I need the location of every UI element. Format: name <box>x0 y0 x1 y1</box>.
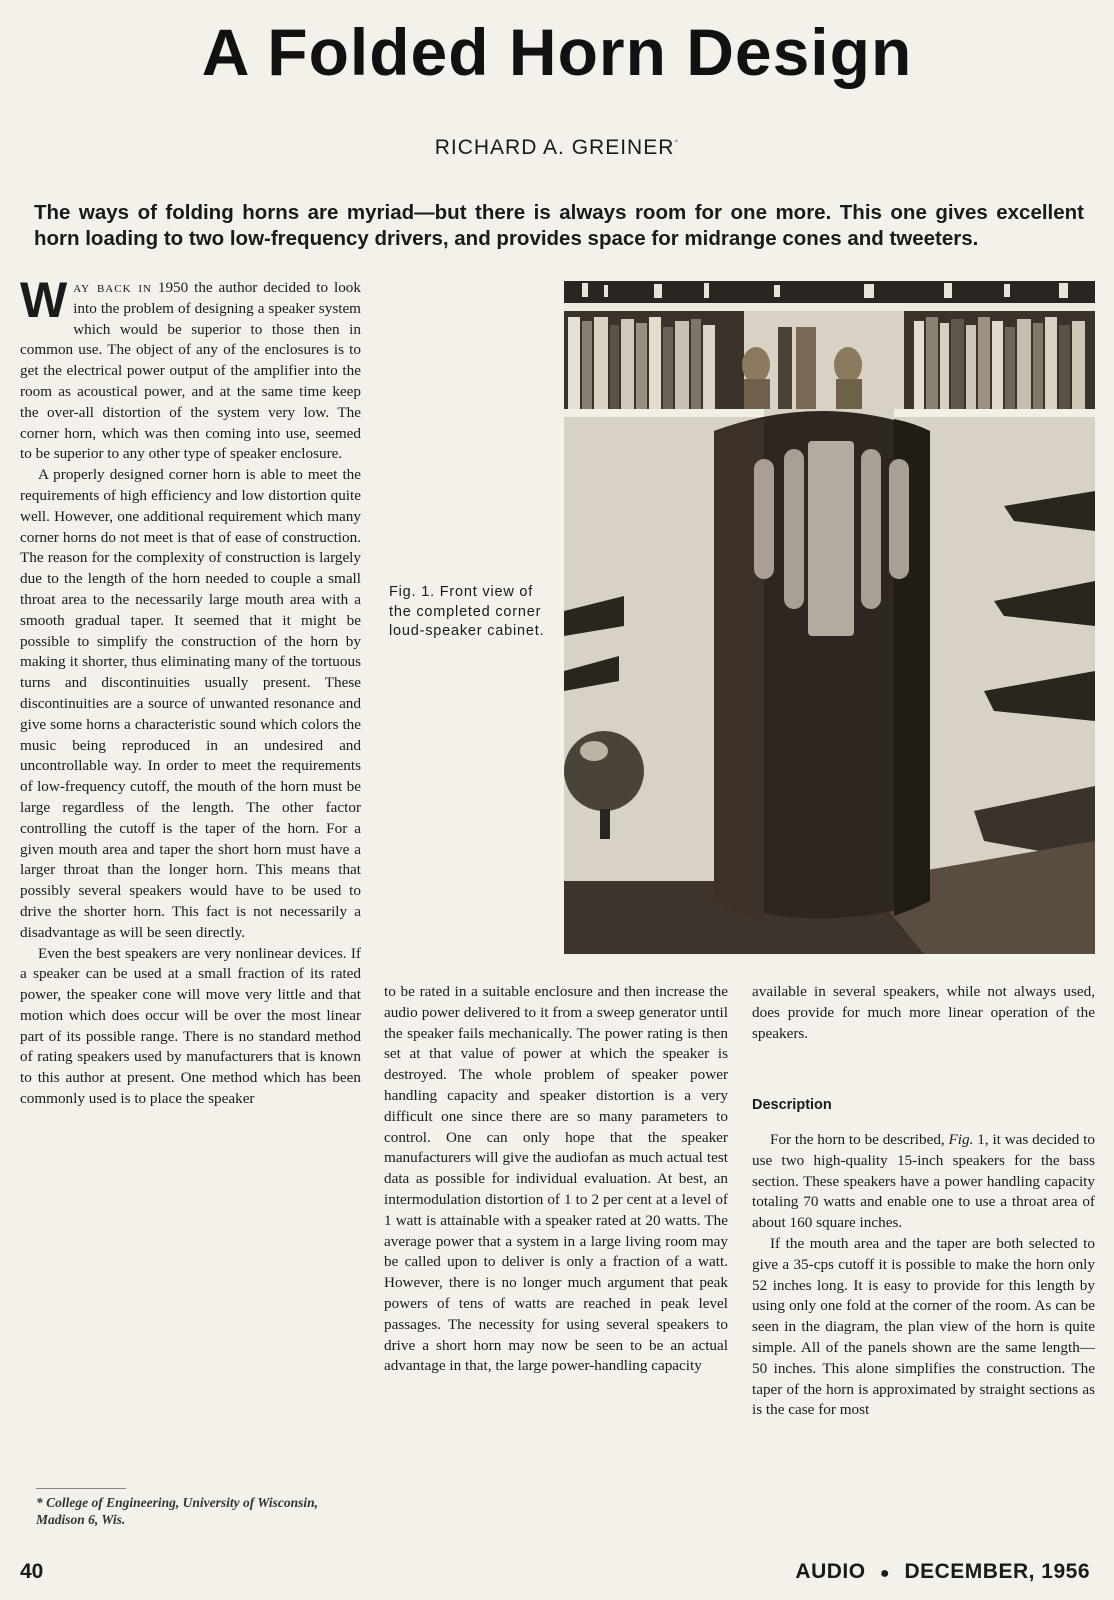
footer-bullet: ● <box>879 1565 891 1582</box>
magazine-name: AUDIO <box>795 1560 866 1583</box>
article-title: A Folded Horn Design <box>201 15 913 89</box>
column-3 <box>752 982 1095 1044</box>
column-3-description <box>752 1130 1095 1421</box>
paragraph-description-2: If the mouth area and the taper are both selected to give a 35-cps cutoff it is possible to make the horn only 52 inches long. It is easy to provide for this length by using only one fold at the corner of the room. As can be seen in the diagram, the plan view of the horn is quite simple. All of the panels shown are the same length—50 inches. This alone simplifies the construction. The taper of the horn is approximated by straight sections as is the case for most <box>752 1234 1095 1419</box>
drop-cap: W <box>20 272 68 328</box>
lead-in: ay back in <box>73 279 152 296</box>
footnote: * College of Engineering, University of Wisconsin, Madison 6, Wis. <box>36 1495 319 1527</box>
footnote-rule <box>36 1488 126 1489</box>
column-2 <box>384 982 728 1377</box>
issue-date: DECEMBER, 1956 <box>904 1560 1090 1583</box>
paragraph-intro <box>20 272 361 465</box>
figure-caption: Fig. 1. Front view of the completed corner loud-speaker cabinet. <box>389 584 545 639</box>
description-text-b: 1, it was decided to use two high-quality 15-inch speakers for the bass section. These speakers have a power handling capacity totaling 70 watts and enable one to use a throat area of about 160 square inches. <box>752 1131 1095 1232</box>
section-heading-description: Description <box>752 1097 832 1113</box>
paragraph-description-1 <box>752 1130 1095 1234</box>
paragraph-continued-2: available in several speakers, while not always used, does provide for much more linear operation of the speakers. <box>752 983 1095 1042</box>
page-number: 40 <box>20 1560 44 1583</box>
author-footnote-mark: * <box>674 138 680 149</box>
description-text-a: For the horn to be described, <box>770 1131 949 1148</box>
running-footer <box>795 1560 1090 1584</box>
author-byline <box>0 136 1114 160</box>
paragraph-continued: to be rated in a suitable enclosure and then increase the audio power delivered to it from a sweep generator until the speaker fails mechanically. The power rating is then set at that value of power at which the speaker is destroyed. The whole problem of speaker power handling capacity and speaker distortion is a very difficult one since there are so many parameters to control. One can only hope that the speaker manufacturers will give the audiofan as much actual test data as possible for individual evaluation. At best, an intermodulation distortion of 1 to 2 per cent at a level of 1 watt is attainable with a speaker rated at 20 watts. The average power that a system in a large living room may be called upon to deliver is only a fraction of a watt. However, there is no longer much argument that peak powers of tens of watts are reached in peak level passages. The necessity for using several speakers to drive a short horn may now be seen to be an actual advantage in that, the large power-handling capacity <box>384 983 728 1375</box>
cabinet-photo <box>564 281 1095 954</box>
author-name: RICHARD A. GREINER <box>434 136 675 159</box>
cabinet-photo-illustration <box>564 281 1095 954</box>
article-deck: The ways of folding horns are myriad—but there is always room for one more. This one gives excellent horn loading to two low-frequency drivers, and provides space for midrange cones and tweeters. <box>34 201 1084 250</box>
paragraph-2: A properly designed corner horn is able to meet the requirements of high efficiency and low distortion quite well. However, one additional requirement which many corner horns do not meet is that of ease of construction. The reason for the complexity of construction is largely due to the length of the horn needed to couple a small throat area to the necessarily large mouth area with a smooth gradual taper. It seemed that it might be possible to simplify the construction of the horn by making it shorter, thus eliminating many of the tortuous turns and discontinuities usually present. These discontinuities are a source of unwanted resonance and give some horns a characteristic sound which colors the music being reproduced in an undesired and uncontrollable way. In order to meet the requirements of low-frequency cutoff, the mouth of the horn must be large regardless of the length. The other factor controlling the cutoff is the taper of the horn. For a given mouth area and taper the short horn must have a larger throat than the longer horn. This means that possibly several speakers would have to be used to drive the shorter horn. This fact is not necessarily a disadvantage as will be seen directly. <box>20 466 361 941</box>
column-1 <box>20 272 361 1110</box>
paragraph-3: Even the best speakers are very nonlinear devices. If a speaker can be used at a small fraction of its rated power, the speaker cone will move very little and that motion which does occur will be over the most linear part of its possible range. There is no standard method of rating speakers used by manufacturers that is known to this author at present. One method which has been commonly used is to place the speaker <box>20 944 361 1108</box>
figure-reference: Fig. <box>948 1131 974 1148</box>
paragraph-1-text: 1950 the author decided to look into the problem of designing a speaker system which would be superior to those then in common use. The object of any of the enclosures is to get the electrical power output of the amplifier into the room as acoustical power, and at the same time keep the over-all distortion of the system very low. The corner horn, which was then coming into use, seemed to be superior to any other type of speaker enclosure. <box>20 279 361 463</box>
